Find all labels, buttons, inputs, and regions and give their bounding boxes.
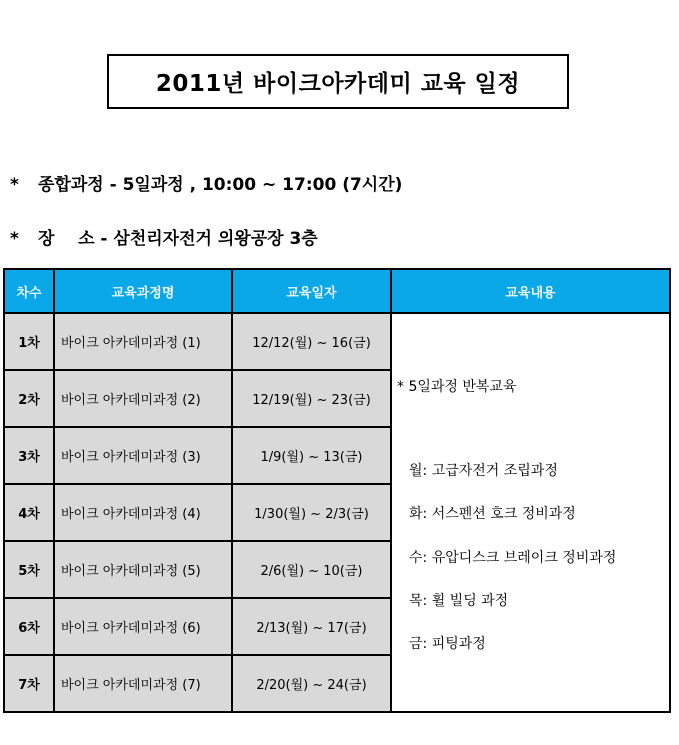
info-schedule	[10, 170, 402, 195]
table-row	[4, 313, 670, 370]
header-content: 교육내용	[391, 269, 670, 313]
bullet-asterisk: *	[10, 229, 19, 249]
course-cell: 바이크 아카데미과정 (4)	[54, 484, 232, 541]
content-day-mon: 월: 고급자전거 조립과정	[409, 463, 558, 479]
round-cell: 2차	[4, 370, 54, 427]
schedule-table	[3, 268, 671, 713]
header-round: 차수	[4, 269, 54, 313]
bullet-asterisk: *	[10, 175, 19, 195]
content-day-fri: 금: 피팅과정	[409, 636, 486, 652]
info-location	[10, 224, 318, 249]
course-cell: 바이크 아카데미과정 (2)	[54, 370, 232, 427]
round-cell: 4차	[4, 484, 54, 541]
course-cell: 바이크 아카데미과정 (6)	[54, 598, 232, 655]
header-course: 교육과정명	[54, 269, 232, 313]
date-cell: 2/20(월) ~ 24(금)	[232, 655, 391, 712]
date-cell: 2/6(월) ~ 10(금)	[232, 541, 391, 598]
content-day-tue: 화: 서스펜션 호크 정비과정	[409, 506, 576, 522]
info-schedule-text: 종합과정 - 5일과정 , 10:00 ~ 17:00 (7시간)	[38, 175, 403, 195]
round-cell: 5차	[4, 541, 54, 598]
date-cell: 12/12(월) ~ 16(금)	[232, 313, 391, 370]
date-cell: 12/19(월) ~ 23(금)	[232, 370, 391, 427]
round-cell: 3차	[4, 427, 54, 484]
course-cell: 바이크 아카데미과정 (1)	[54, 313, 232, 370]
info-location-text: 장 소 - 삼천리자전거 의왕공장 3층	[38, 229, 318, 249]
round-cell: 7차	[4, 655, 54, 712]
round-cell: 1차	[4, 313, 54, 370]
date-cell: 2/13(월) ~ 17(금)	[232, 598, 391, 655]
course-cell: 바이크 아카데미과정 (5)	[54, 541, 232, 598]
content-day-wed: 수: 유압디스크 브레이크 정비과정	[409, 550, 617, 566]
content-note: * 5일과정 반복교육	[397, 379, 517, 395]
table-header-row	[4, 269, 670, 313]
header-date: 교육일자	[232, 269, 391, 313]
content-cell	[391, 313, 670, 712]
course-cell: 바이크 아카데미과정 (3)	[54, 427, 232, 484]
date-cell: 1/9(월) ~ 13(금)	[232, 427, 391, 484]
page-title: 2011년 바이크아카데미 교육 일정	[107, 54, 569, 109]
course-cell: 바이크 아카데미과정 (7)	[54, 655, 232, 712]
date-cell: 1/30(월) ~ 2/3(금)	[232, 484, 391, 541]
round-cell: 6차	[4, 598, 54, 655]
content-day-thu: 목: 휠 빌딩 과정	[409, 593, 509, 609]
